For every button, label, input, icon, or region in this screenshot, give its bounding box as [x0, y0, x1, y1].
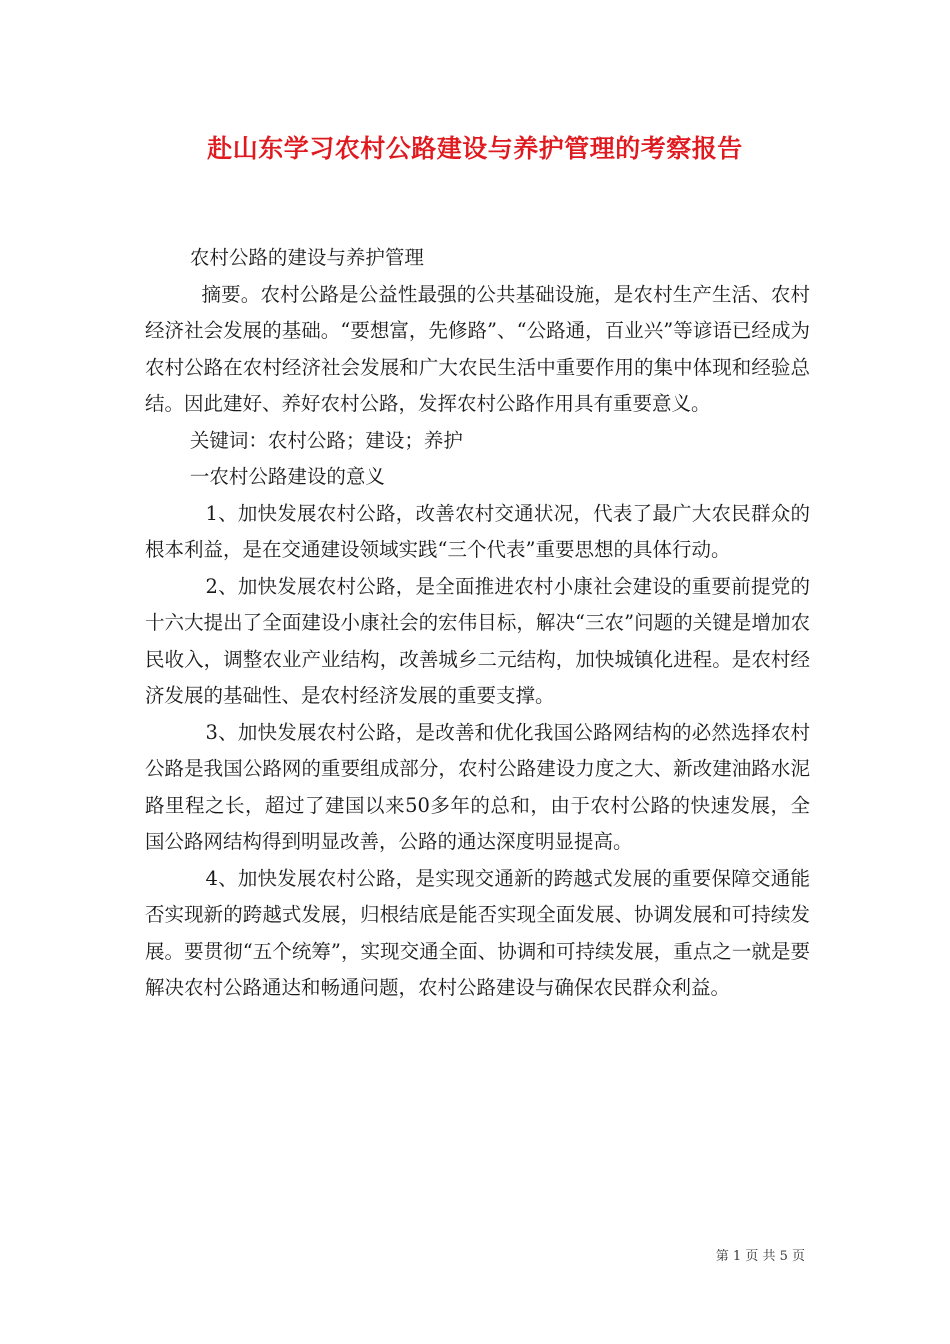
paragraph: 摘要。农村公路是公益性最强的公共基础设施，是农村生产生活、农村经济社会发展的基础。“要想富，先修路”、“公路通，百业兴”等谚语已经成为农村公路在农村经济社会发展和广大农民生活中重要作用的集中体现和经验总结。因此建好、养好农村公路，发挥农村公路作用具有重要意义。: [145, 282, 810, 415]
page-number: 第 1 页 共 5 页: [715, 1249, 805, 1264]
paragraph: 2、加快发展农村公路，是全面推进农村小康社会建设的重要前提党的十六大提出了全面建设小康社会的宏伟目标，解决“三农”问题的关键是增加农民收入，调整农业产业结构，改善城乡二元结构，加快城镇化进程。是农村经济发展的基础性、是农村经济发展的重要支撑。: [145, 574, 810, 707]
paragraph: 3、加快发展农村公路，是改善和优化我国公路网结构的必然选择农村公路是我国公路网的重要组成部分，农村公路建设力度之大、新改建油路水泥路里程之长，超过了建国以来50多年的总和，由于农村公路的快速发展，全国公路网结构得到明显改善，公路的通达深度明显提高。: [145, 720, 810, 853]
paragraph: 1、加快发展农村公路，改善农村交通状况，代表了最广大农民群众的根本利益，是在交通建设领域实践“三个代表”重要思想的具体行动。: [145, 501, 810, 561]
paragraph: 关键词：农村公路；建设；养护: [189, 428, 463, 452]
paragraph: 农村公路的建设与养护管理: [189, 246, 424, 269]
document-title: 赴山东学习农村公路建设与养护管理的考察报告: [207, 134, 743, 163]
paragraph: 一农村公路建设的意义: [189, 465, 385, 488]
paragraph: 4、加快发展农村公路，是实现交通新的跨越式发展的重要保障交通能否实现新的跨越式发展，归根结底是能否实现全面发展、协调发展和可持续发展。要贯彻“五个统筹”，实现交通全面、协调和可持续发展，重点之一就是要解决农村公路通达和畅通问题，农村公路建设与确保农民群众利益。: [145, 866, 810, 999]
document-body: [145, 240, 810, 1007]
